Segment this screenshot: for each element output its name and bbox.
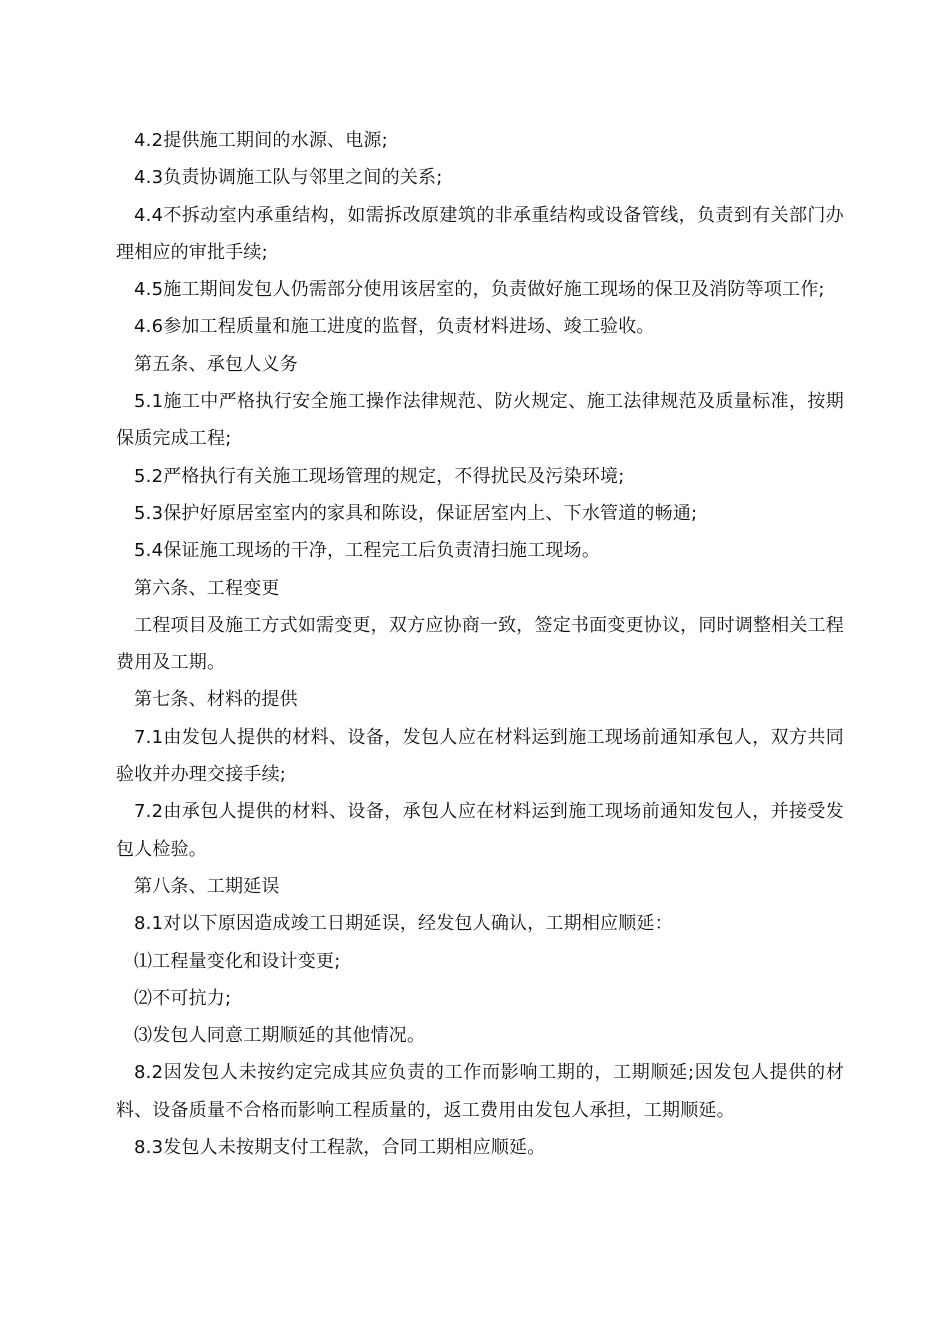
clause-7-1: 7.1由发包人提供的材料、设备，发包人应在材料运到施工现场前通知承包人，双方共同验收并办理交接手续; [116, 726, 844, 786]
section-heading-8: 第八条、工期延误 [134, 875, 280, 897]
section-heading-6: 第六条、工程变更 [134, 577, 280, 599]
clause-4-6: 4.6参加工程质量和施工进度的监督，负责材料进场、竣工验收。 [134, 316, 655, 338]
section-heading-5: 第五条、承包人义务 [134, 353, 298, 375]
clause-4-4: 4.4不拆动室内承重结构，如需拆改原建筑的非承重结构或设备管线，负责到有关部门办理相应的审批手续; [116, 204, 844, 263]
clause-4-5: 4.5施工期间发包人仍需部分使用该居室的，负责做好施工现场的保卫及消防等项工作; [134, 279, 825, 301]
clause-5-2: 5.2严格执行有关施工现场管理的规定，不得扰民及污染环境; [134, 465, 625, 487]
clause-8-2: 8.2因发包人未按约定完成其应负责的工作而影响工期的，工期顺延;因发包人提供的材料、设备质量不合格而影响工程质量的，返工费用由发包人承担，工期顺延。 [116, 1062, 844, 1121]
clause-5-4: 5.4保证施工现场的干净，工程完工后负责清扫施工现场。 [134, 540, 601, 562]
clause-5-1: 5.1施工中严格执行安全施工操作法律规范、防火规定、施工法律规范及质量标准，按期保质完成工程; [116, 391, 844, 450]
clause-8-3: 8.3发包人未按期支付工程款，合同工期相应顺延。 [134, 1137, 546, 1159]
clause-8-1-item-2: ⑵不可抗力; [134, 987, 232, 1009]
clause-4-2: 4.2提供施工期间的水源、电源; [134, 130, 388, 151]
clause-5-3: 5.3保护好原居室室内的家具和陈设，保证居室内上、下水管道的畅通; [134, 502, 698, 524]
clause-8-1-item-1: ⑴工程量变化和设计变更; [134, 950, 341, 972]
clause-7-2: 7.2由承包人提供的材料、设备，承包人应在材料运到施工现场前通知发包人，并接受发包人检验。 [116, 801, 844, 860]
document-body [116, 122, 844, 1166]
clause-8-1-item-3: ⑶发包人同意工期顺延的其他情况。 [134, 1025, 426, 1047]
clause-8-1: 8.1对以下原因造成竣工日期延误，经发包人确认，工期相应顺延： [134, 913, 673, 935]
clause-6-body: 工程项目及施工方式如需变更，双方应协商一致，签定书面变更协议，同时调整相关工程费用及工期。 [116, 614, 844, 674]
section-heading-7: 第七条、材料的提供 [134, 689, 298, 711]
clause-4-3: 4.3负责协调施工队与邻里之间的关系; [134, 167, 443, 189]
